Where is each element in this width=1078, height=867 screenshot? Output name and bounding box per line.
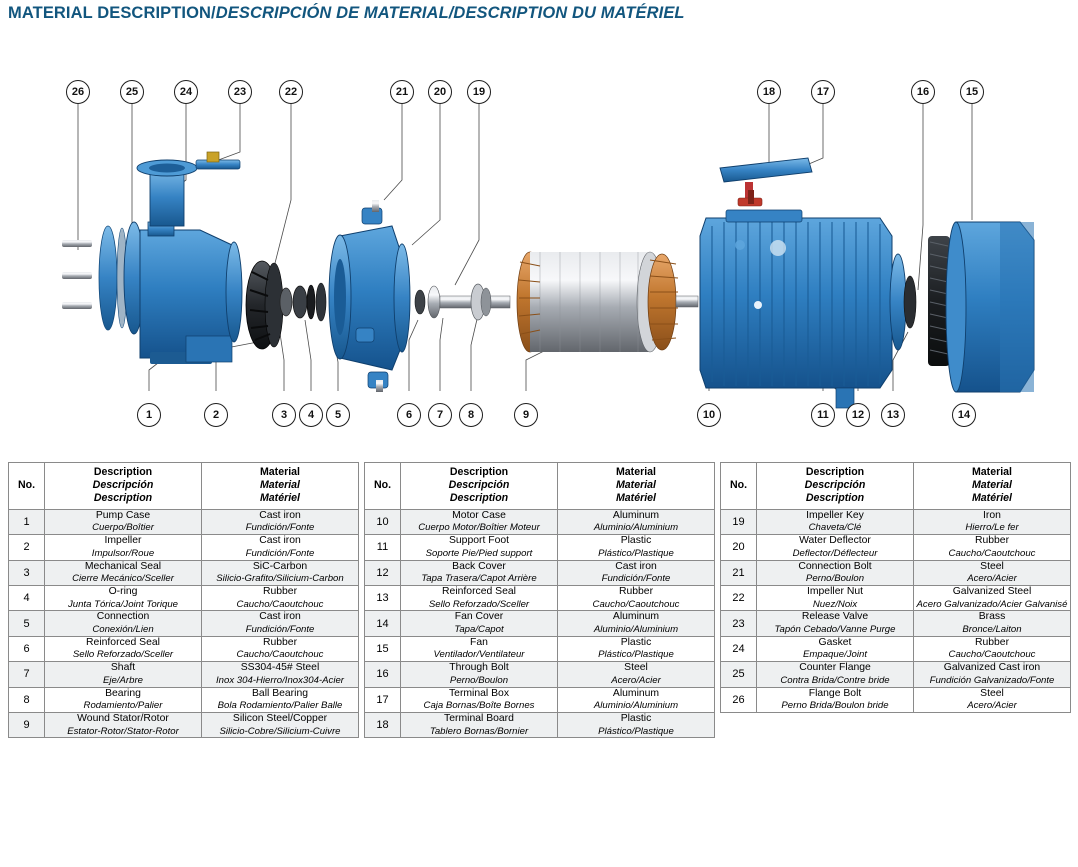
part-description: Bearing Rodamiento/Palier xyxy=(45,687,202,712)
callout-2[interactable]: 2 xyxy=(204,403,228,427)
part-number: 21 xyxy=(721,560,757,585)
callout-9[interactable]: 9 xyxy=(514,403,538,427)
part-description: Flange Bolt Perno Brida/Boulon bride xyxy=(757,687,914,712)
part-material: Iron Hierro/Le fer xyxy=(914,509,1071,534)
table-row xyxy=(9,560,359,585)
part-material: SiC-Carbon Silicio-Grafito/Silicium-Carbon xyxy=(202,560,359,585)
part-description: Pump Case Cuerpo/Boîtier xyxy=(45,509,202,534)
callout-22[interactable]: 22 xyxy=(279,80,303,104)
page-title-en: MATERIAL DESCRIPTION/ xyxy=(8,4,216,22)
header-material-en: Material xyxy=(971,466,1013,478)
parts-table-2-body xyxy=(365,509,715,738)
part-description: Support Foot Soporte Pie/Pied support xyxy=(401,535,558,560)
callout-4[interactable]: 4 xyxy=(299,403,323,427)
table-row xyxy=(9,611,359,636)
table-row xyxy=(721,509,1071,534)
table-row xyxy=(365,535,715,560)
part-description: Mechanical Seal Cierre Mecánico/Sceller xyxy=(45,560,202,585)
part-description: Connection Bolt Perno/Boulon xyxy=(757,560,914,585)
part-material: Rubber Caucho/Caoutchouc xyxy=(558,585,715,610)
callout-6[interactable]: 6 xyxy=(397,403,421,427)
part-number: 1 xyxy=(9,509,45,534)
header-description xyxy=(401,463,558,510)
header-no: No. xyxy=(365,463,401,510)
connection-bracket-part xyxy=(329,200,410,392)
part-number: 9 xyxy=(9,712,45,737)
table-row xyxy=(365,560,715,585)
table-header-row xyxy=(721,463,1071,510)
part-description: Counter Flange Contra Brida/Contre bride xyxy=(757,662,914,687)
parts-table-1-body xyxy=(9,509,359,738)
callout-19[interactable]: 19 xyxy=(467,80,491,104)
part-material: Plastic Plástico/Plastique xyxy=(558,636,715,661)
part-description: Through Bolt Perno/Boulon xyxy=(401,662,558,687)
part-number: 25 xyxy=(721,662,757,687)
part-material: Steel Acero/Acier xyxy=(914,560,1071,585)
part-number: 17 xyxy=(365,687,401,712)
header-description-es: Descripción xyxy=(448,478,510,491)
callout-25[interactable]: 25 xyxy=(120,80,144,104)
callout-5[interactable]: 5 xyxy=(326,403,350,427)
callout-10[interactable]: 10 xyxy=(697,403,721,427)
part-description: O-ring Junta Tórica/Joint Torique xyxy=(45,585,202,610)
part-material: SS304-45# Steel Inox 304-Hierro/Inox304-Acier xyxy=(202,662,359,687)
part-material: Aluminum Aluminio/Aluminium xyxy=(558,509,715,534)
header-description-en: Description xyxy=(449,466,509,478)
part-material: Steel Acero/Acier xyxy=(914,687,1071,712)
part-material: Plastic Plástico/Plastique xyxy=(558,535,715,560)
header-description-es: Descripción xyxy=(804,478,866,491)
part-number: 26 xyxy=(721,687,757,712)
part-material: Ball Bearing Bola Rodamiento/Palier Balle xyxy=(202,687,359,712)
part-material: Brass Bronce/Laiton xyxy=(914,611,1071,636)
part-number: 18 xyxy=(365,712,401,737)
header-no: No. xyxy=(721,463,757,510)
part-description: Fan Cover Tapa/Capot xyxy=(401,611,558,636)
table-row xyxy=(721,636,1071,661)
header-description-fr: Description xyxy=(805,491,865,504)
header-no: No. xyxy=(9,463,45,510)
header-description xyxy=(757,463,914,510)
part-material: Cast iron Fundición/Fonte xyxy=(202,611,359,636)
page-title-intl: DESCRIPCIÓN DE MATERIAL/DESCRIPTION DU MATÉRIEL xyxy=(215,4,685,22)
part-material: Cast iron Fundición/Fonte xyxy=(202,509,359,534)
part-number: 8 xyxy=(9,687,45,712)
fan-and-cover-part xyxy=(928,222,1034,392)
part-description: Gasket Empaque/Joint xyxy=(757,636,914,661)
header-description-fr: Description xyxy=(93,491,153,504)
part-description: Water Deflector Deflector/Déflecteur xyxy=(757,535,914,560)
callout-21[interactable]: 21 xyxy=(390,80,414,104)
header-material-fr: Matériel xyxy=(259,491,301,504)
part-description: Fan Ventilador/Ventilateur xyxy=(401,636,558,661)
table-row xyxy=(721,611,1071,636)
part-number: 4 xyxy=(9,585,45,610)
table-row xyxy=(365,585,715,610)
table-row xyxy=(9,687,359,712)
table-row xyxy=(9,535,359,560)
part-number: 22 xyxy=(721,585,757,610)
header-description-es: Descripción xyxy=(92,478,154,491)
part-description: Impeller Impulsor/Roue xyxy=(45,535,202,560)
part-number: 20 xyxy=(721,535,757,560)
motor-case-part xyxy=(700,210,916,408)
part-number: 11 xyxy=(365,535,401,560)
header-material-es: Material xyxy=(615,478,657,491)
parts-table-2 xyxy=(364,462,714,738)
part-number: 12 xyxy=(365,560,401,585)
shaft-assembly-part xyxy=(415,284,510,320)
part-material: Rubber Caucho/Caoutchouc xyxy=(202,585,359,610)
exploded-assembly-diagram xyxy=(0,40,1078,455)
callout-11[interactable]: 11 xyxy=(811,403,835,427)
callout-1[interactable]: 1 xyxy=(137,403,161,427)
part-number: 16 xyxy=(365,662,401,687)
header-material xyxy=(202,463,359,510)
stator-rotor-part xyxy=(517,252,698,352)
part-number: 3 xyxy=(9,560,45,585)
part-material: Galvanized Steel Acero Galvanizado/Acier Galvanisé xyxy=(914,585,1071,610)
callout-12[interactable]: 12 xyxy=(846,403,870,427)
table-row xyxy=(9,662,359,687)
part-description: Shaft Eje/Arbre xyxy=(45,662,202,687)
part-material: Silicon Steel/Copper Silicio-Cobre/Silicium-Cuivre xyxy=(202,712,359,737)
callout-3[interactable]: 3 xyxy=(272,403,296,427)
part-material: Rubber Caucho/Caoutchouc xyxy=(914,535,1071,560)
part-description: Reinforced Seal Sello Reforzado/Sceller xyxy=(401,585,558,610)
part-material: Cast iron Fundición/Fonte xyxy=(202,535,359,560)
part-number: 6 xyxy=(9,636,45,661)
callout-14[interactable]: 14 xyxy=(952,403,976,427)
table-row xyxy=(9,509,359,534)
part-material: Aluminum Aluminio/Aluminium xyxy=(558,611,715,636)
part-description: Motor Case Cuerpo Motor/Boîtier Moteur xyxy=(401,509,558,534)
part-number: 19 xyxy=(721,509,757,534)
table-row xyxy=(9,636,359,661)
header-material-en: Material xyxy=(259,466,301,478)
part-material: Plastic Plástico/Plastique xyxy=(558,712,715,737)
callout-7[interactable]: 7 xyxy=(428,403,452,427)
part-number: 14 xyxy=(365,611,401,636)
part-description: Wound Stator/Rotor Estator-Rotor/Stator-Rotor xyxy=(45,712,202,737)
part-number: 2 xyxy=(9,535,45,560)
part-number: 13 xyxy=(365,585,401,610)
header-material xyxy=(558,463,715,510)
parts-table-3-body xyxy=(721,509,1071,712)
header-material-en: Material xyxy=(615,466,657,478)
terminal-box-part xyxy=(720,158,812,206)
table-row xyxy=(721,560,1071,585)
table-row xyxy=(365,662,715,687)
part-description: Impeller Key Chaveta/Clé xyxy=(757,509,914,534)
table-header-row xyxy=(9,463,359,510)
callout-26[interactable]: 26 xyxy=(66,80,90,104)
part-number: 5 xyxy=(9,611,45,636)
part-description: Impeller Nut Nuez/Noix xyxy=(757,585,914,610)
part-description: Reinforced Seal Sello Reforzado/Sceller xyxy=(45,636,202,661)
header-description-fr: Description xyxy=(449,491,509,504)
header-description-en: Description xyxy=(93,466,153,478)
parts-table-1 xyxy=(8,462,358,738)
part-description: Connection Conexión/Lien xyxy=(45,611,202,636)
callout-18[interactable]: 18 xyxy=(757,80,781,104)
table-row xyxy=(365,712,715,737)
callout-15[interactable]: 15 xyxy=(960,80,984,104)
part-material: Steel Acero/Acier xyxy=(558,662,715,687)
part-material: Cast iron Fundición/Fonte xyxy=(558,560,715,585)
header-material-fr: Matériel xyxy=(971,491,1013,504)
part-number: 15 xyxy=(365,636,401,661)
part-description: Terminal Box Caja Bornas/Boîte Bornes xyxy=(401,687,558,712)
part-description: Release Valve Tapón Cebado/Vanne Purge xyxy=(757,611,914,636)
table-row xyxy=(721,585,1071,610)
part-material: Aluminum Aluminio/Aluminium xyxy=(558,687,715,712)
impeller-part xyxy=(246,261,326,349)
part-description: Back Cover Tapa Trasera/Capot Arrière xyxy=(401,560,558,585)
table-row xyxy=(721,535,1071,560)
table-row xyxy=(365,611,715,636)
part-description: Terminal Board Tablero Bornas/Bornier xyxy=(401,712,558,737)
header-material-fr: Matériel xyxy=(615,491,657,504)
page-title xyxy=(8,4,685,23)
table-row xyxy=(721,662,1071,687)
table-row xyxy=(721,687,1071,712)
header-description-en: Description xyxy=(805,466,865,478)
header-description xyxy=(45,463,202,510)
part-number: 24 xyxy=(721,636,757,661)
part-material: Rubber Caucho/Caoutchouc xyxy=(202,636,359,661)
table-row xyxy=(365,636,715,661)
part-material: Rubber Caucho/Caoutchouc xyxy=(914,636,1071,661)
part-material: Galvanized Cast iron Fundición Galvanizado/Fonte xyxy=(914,662,1071,687)
callout-16[interactable]: 16 xyxy=(911,80,935,104)
callout-13[interactable]: 13 xyxy=(881,403,905,427)
table-row xyxy=(9,712,359,737)
callout-20[interactable]: 20 xyxy=(428,80,452,104)
table-row xyxy=(365,509,715,534)
header-material-es: Material xyxy=(971,478,1013,491)
callout-8[interactable]: 8 xyxy=(459,403,483,427)
pump-case-part xyxy=(62,152,242,364)
part-number: 7 xyxy=(9,662,45,687)
table-row xyxy=(9,585,359,610)
table-header-row xyxy=(365,463,715,510)
part-number: 23 xyxy=(721,611,757,636)
header-material-es: Material xyxy=(259,478,301,491)
callout-17[interactable]: 17 xyxy=(811,80,835,104)
callout-24[interactable]: 24 xyxy=(174,80,198,104)
callout-23[interactable]: 23 xyxy=(228,80,252,104)
parts-table-3 xyxy=(720,462,1070,713)
table-row xyxy=(365,687,715,712)
part-number: 10 xyxy=(365,509,401,534)
header-material xyxy=(914,463,1071,510)
